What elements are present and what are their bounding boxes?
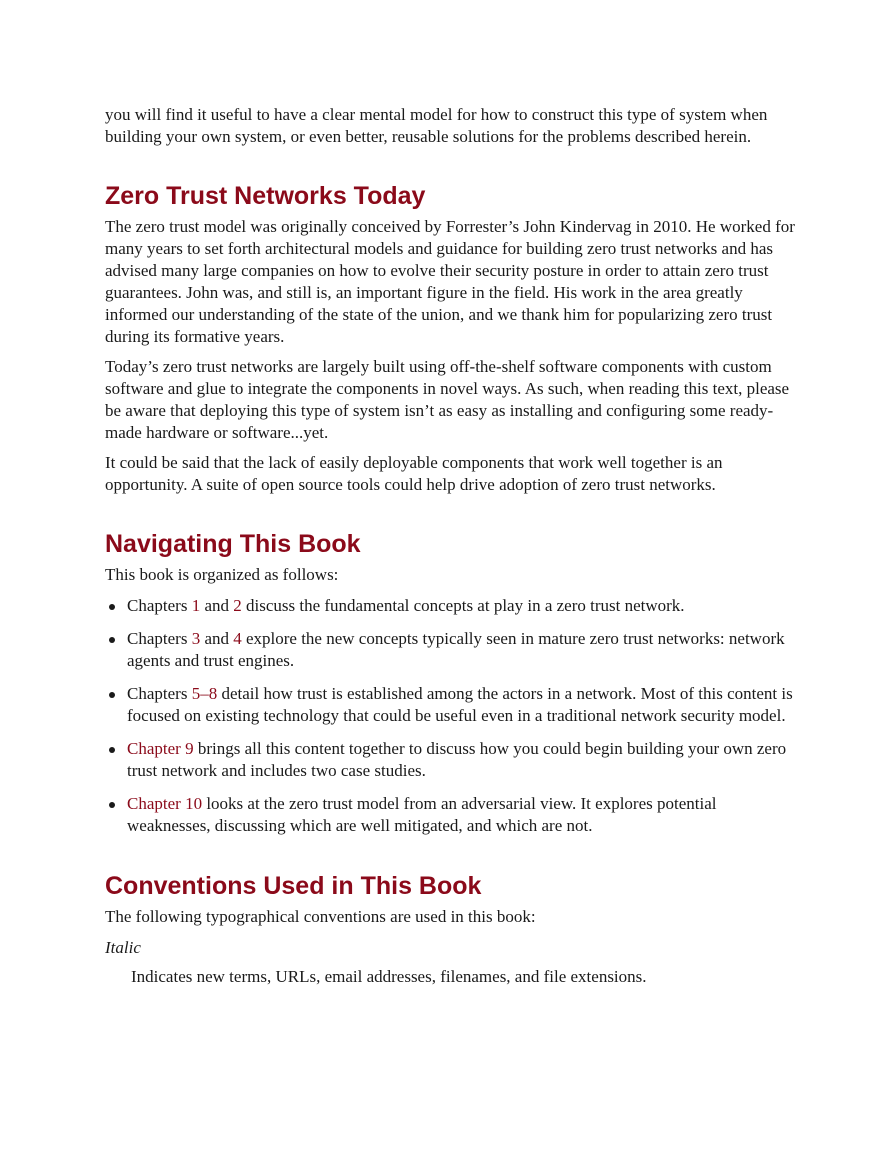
paragraph-off-the-shelf: Today’s zero trust networks are largely built using off-the-shelf software components with custom software and glue to integrate the components in novel ways. As such, when reading this text, please be aware that deploying this type of system isn’t as easy as installing and configuring some ready-made hardware or software...yet. [105, 357, 790, 442]
list-item-text: looks at the zero trust model from an adversarial view. It explores potential weaknesses, discussing which are well mitigated, and which are not. [127, 794, 717, 835]
navigating-lead: This book is organized as follows: [105, 565, 339, 584]
list-item-text: detail how trust is established among the actors in a network. Most of this content is focused on existing technology that could be useful even in a traditional network security model. [127, 684, 793, 725]
list-item-text: explore the new concepts typically seen in mature zero trust networks: network agents and trust engines. [127, 629, 785, 670]
conventions-lead: The following typographical conventions are used in this book: [105, 907, 536, 926]
chapter-link[interactable]: 3 [191, 629, 201, 648]
list-item-text: discuss the fundamental concepts at play in a zero trust network. [241, 596, 685, 615]
list-item [105, 595, 795, 617]
list-item-text: Chapters [127, 629, 192, 648]
chapter-list [105, 595, 795, 837]
chapter-link[interactable]: Chapter 9 [127, 739, 194, 758]
paragraph-kindervag: The zero trust model was originally conceived by Forrester’s John Kindervag in 2010. He worked for many years to set forth architectural models and guidance for building zero trust networks and has advised many large companies on how to evolve their security posture in order to attain zero trust guarantees. John was, and still is, an important figure in the field. His work in the area greatly informed our understanding of the state of the union, and we thank him for popularizing zero trust during its formative years. [105, 217, 795, 346]
chapter-link[interactable]: 5–8 [191, 684, 218, 703]
section-heading-navigating: Navigating This Book [105, 530, 361, 558]
paragraph-opportunity: It could be said that the lack of easily deployable components that work well together is an opportunity. A suite of open source tools could help drive adoption of zero trust networks. [105, 453, 723, 494]
list-item-text: and [200, 629, 234, 648]
convention-term-italic: Italic [105, 938, 141, 957]
chapter-link[interactable]: 2 [233, 596, 242, 615]
bullet-icon [109, 604, 115, 610]
bullet-icon [109, 692, 115, 698]
book-page [105, 104, 795, 988]
list-item-text: brings all this content together to discuss how you could begin building your own zero trust network and includes two case studies. [127, 739, 787, 780]
bullet-icon [109, 802, 115, 808]
list-item [105, 738, 795, 782]
list-item [105, 628, 795, 672]
intro-paragraph: you will find it useful to have a clear mental model for how to construct this type of system when building your own system, or even better, reusable solutions for the problems described herein. [105, 105, 768, 146]
bullet-icon [109, 637, 115, 643]
chapter-link[interactable]: 4 [233, 629, 242, 648]
chapter-link[interactable]: 1 [191, 596, 201, 615]
list-item-text: Chapters [127, 596, 192, 615]
section-heading-conventions: Conventions Used in This Book [105, 872, 482, 900]
chapter-link[interactable]: Chapter 10 [127, 794, 203, 813]
list-item [105, 793, 795, 837]
list-item-text: Chapters [127, 684, 192, 703]
bullet-icon [109, 747, 115, 753]
convention-definition-italic: Indicates new terms, URLs, email addresses, filenames, and file extensions. [131, 967, 647, 986]
list-item-text: and [200, 596, 234, 615]
section-heading-zero-trust-today: Zero Trust Networks Today [105, 182, 426, 210]
list-item [105, 683, 795, 727]
